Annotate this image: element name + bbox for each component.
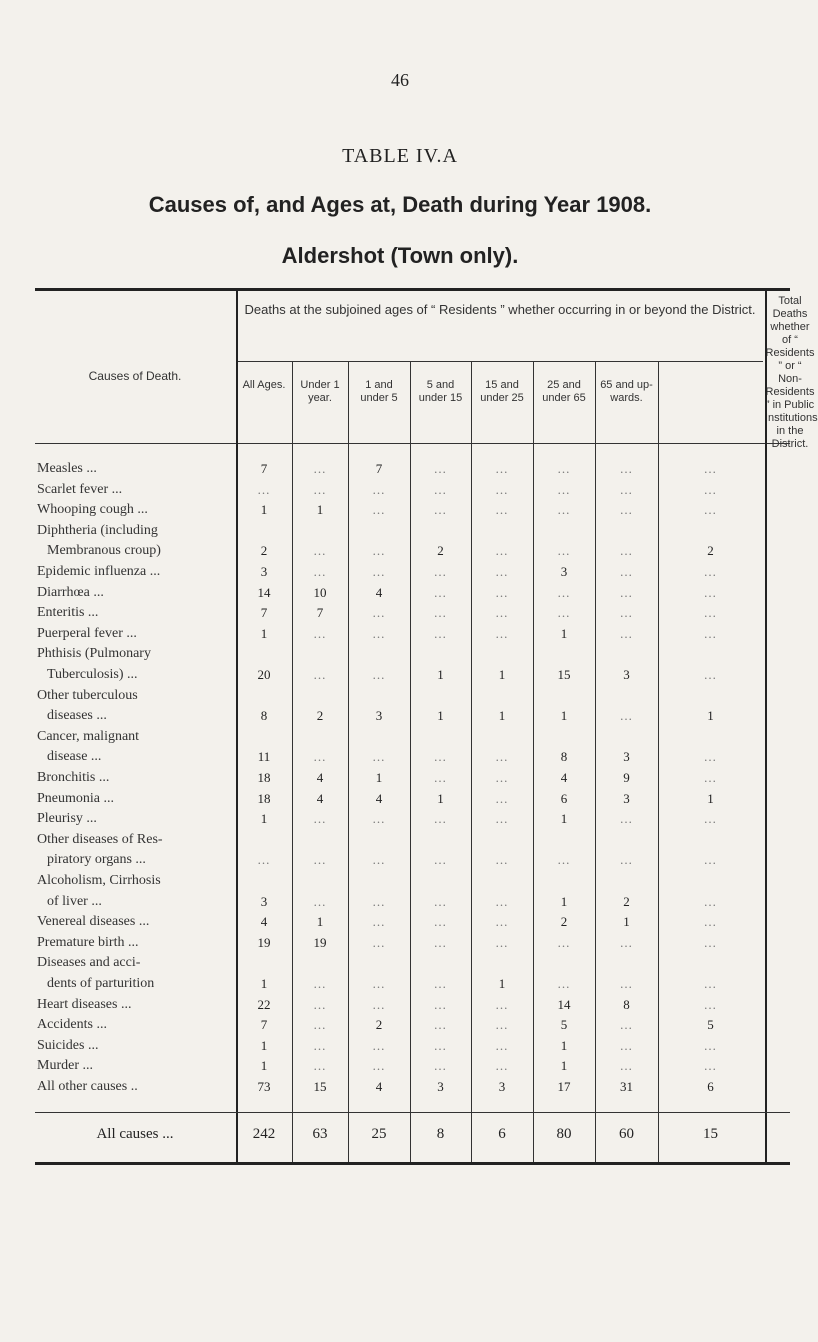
table-cell: 18 — [257, 770, 271, 785]
table-cell: 1 — [707, 708, 714, 724]
table-cell: 1 — [560, 1058, 568, 1074]
table-cell: ... — [434, 1017, 447, 1033]
table-cell: ... — [313, 543, 327, 559]
table-cell: 2 — [623, 893, 630, 909]
table-cell: 9 — [623, 770, 630, 785]
table-cell: 6 — [707, 1079, 714, 1094]
page-number: 46 — [391, 70, 409, 90]
table-cell: ... — [557, 481, 571, 497]
table-cell: ... — [495, 893, 509, 909]
table-cell: ... — [434, 852, 447, 868]
table-cell: ... — [372, 914, 386, 930]
table-cell: 1 — [437, 708, 444, 724]
table-cell: ... — [372, 1058, 386, 1074]
table-cell: 1 — [260, 811, 268, 827]
table-cell: ... — [704, 934, 717, 950]
table-cell: 1 — [560, 893, 568, 909]
table-cell: 15 — [313, 1079, 327, 1094]
page-subtitle: Aldershot (Town only). — [281, 243, 519, 268]
table-cell: 1 — [316, 502, 324, 518]
cause-label: Suicides ... — [37, 1037, 99, 1053]
table-cell: 1 — [707, 790, 714, 806]
table-cell: 7 — [260, 1017, 268, 1033]
table-cell: ... — [557, 934, 571, 950]
table-cell: ... — [434, 461, 447, 476]
table-cell: ... — [313, 749, 327, 765]
table-cell: 1 — [260, 502, 268, 518]
age-column-header: 15 and under 25 — [480, 379, 524, 404]
table-cell: ... — [620, 1037, 633, 1053]
table-cell: ... — [704, 811, 717, 827]
table-cell: 3 — [260, 564, 268, 579]
table-cell: 3 — [437, 1079, 444, 1094]
table-cell: 19 — [313, 934, 327, 950]
cause-label: Heart diseases ... — [37, 996, 132, 1012]
table-cell: ... — [704, 893, 717, 909]
table-cell: ... — [620, 1017, 633, 1033]
table-cell: ... — [557, 605, 571, 621]
table-cell: ... — [704, 976, 717, 991]
table-cell: ... — [372, 976, 386, 991]
table-cell: ... — [495, 605, 509, 621]
table-cell: ... — [495, 934, 509, 950]
table-cell: 20 — [257, 667, 271, 682]
table-cell: ... — [372, 502, 386, 518]
table-cell: ... — [704, 852, 717, 868]
table-cell: 3 — [260, 893, 268, 909]
table-cell: 3 — [623, 790, 630, 806]
table-cell: 19 — [257, 934, 271, 950]
table-cell: 1 — [260, 1037, 268, 1053]
totals-cell: 60 — [619, 1125, 634, 1142]
table-cell: 4 — [316, 770, 324, 785]
table-cell: ... — [257, 481, 271, 497]
table-cell: ... — [372, 996, 386, 1012]
ages-group-header: Deaths at the subjoined ages of “ Residents ” whether occurring in or beyond the District. — [244, 302, 756, 317]
table-cell: 3 — [498, 1079, 506, 1094]
table-cell: ... — [372, 605, 386, 621]
table-cell: ... — [434, 976, 447, 991]
age-column-header: 5 and under 15 — [418, 379, 463, 404]
table-cell: ... — [704, 914, 717, 930]
table-cell: ... — [372, 852, 386, 868]
table-cell: 1 — [560, 811, 568, 827]
table-cell: ... — [434, 625, 447, 641]
cause-label: dents of parturition — [47, 976, 155, 991]
cause-label: disease ... — [47, 749, 102, 765]
table-cell: 1 — [498, 976, 506, 991]
table-cell: ... — [313, 564, 327, 579]
table-cell: 14 — [557, 996, 571, 1012]
table-cell: 4 — [316, 790, 324, 806]
total-deaths-column-header: Total Deaths whether of “ Residents ” or “ Non-Residents ” in Public Institutions in the District. — [765, 295, 818, 450]
table-cell: ... — [313, 976, 327, 991]
table-cell: ... — [313, 852, 327, 868]
table-cell: ... — [704, 584, 717, 600]
cause-label: piratory organs ... — [47, 852, 146, 868]
table-cell: ... — [620, 852, 633, 868]
table-cell: ... — [372, 749, 386, 765]
table-cell: ... — [620, 708, 633, 724]
table-cell: ... — [313, 996, 327, 1012]
table-cell: ... — [372, 667, 386, 682]
age-column-header: 65 and up-wards. — [600, 379, 653, 404]
table-cell: ... — [620, 461, 633, 476]
table-cell: ... — [372, 543, 386, 559]
table-cell: 1 — [375, 770, 383, 785]
table-cell: 2 — [316, 708, 324, 724]
table-cell: ... — [434, 502, 447, 518]
table-cell: 1 — [260, 1058, 268, 1074]
age-column-header: All Ages. — [242, 379, 286, 391]
table-cell: ... — [704, 461, 717, 476]
totals-rule — [35, 1112, 790, 1113]
table-cell: ... — [495, 564, 509, 579]
table-cell: ... — [704, 996, 717, 1012]
table-cell: ... — [495, 625, 509, 641]
table-cell: ... — [620, 564, 633, 579]
age-column-header: Under 1 year. — [300, 379, 340, 404]
cause-label: Diarrhœa ... — [37, 584, 104, 600]
table-cell: ... — [620, 625, 633, 641]
table-cell: ... — [495, 543, 509, 559]
table-cell: 8 — [560, 749, 568, 765]
table-cell: ... — [495, 1017, 509, 1033]
table-cell: ... — [495, 790, 509, 806]
table-cell: ... — [372, 934, 386, 950]
table-cell: ... — [704, 1058, 717, 1074]
column-rule — [765, 291, 767, 1162]
totals-cell: 80 — [556, 1125, 572, 1142]
table-cell: 1 — [498, 708, 506, 724]
table-cell: ... — [495, 811, 509, 827]
totals-cell: 25 — [371, 1125, 387, 1142]
cause-label: Premature birth ... — [37, 934, 139, 950]
table-cell: ... — [495, 914, 509, 930]
table-cell: 1 — [437, 790, 444, 806]
cause-label: Other tuberculous — [37, 687, 138, 703]
cause-label: Diphtheria (including — [37, 522, 158, 538]
cause-label: Cancer, malignant — [37, 728, 140, 744]
totals-cell: 242 — [252, 1125, 276, 1142]
table-cell: 4 — [260, 914, 268, 930]
table-cell: ... — [704, 749, 717, 765]
table-cell: ... — [313, 667, 327, 682]
table-cell: ... — [620, 811, 633, 827]
table-cell: 11 — [257, 749, 271, 765]
table-cell: 8 — [260, 708, 268, 724]
table-cell: ... — [372, 564, 386, 579]
table-cell: 1 — [437, 667, 444, 682]
header-divider — [236, 361, 763, 362]
table-cell: ... — [620, 976, 633, 991]
table-cell: 10 — [313, 584, 327, 600]
table-cell: ... — [704, 770, 717, 785]
table-cell: 14 — [257, 584, 271, 600]
mortality-table — [35, 288, 818, 1165]
table-cell: ... — [372, 1037, 386, 1053]
totals-cell: 63 — [312, 1125, 328, 1142]
cause-label: Diseases and acci- — [37, 955, 141, 971]
table-cell: ... — [434, 749, 447, 765]
table-cell: ... — [620, 934, 633, 950]
table-cell: 17 — [557, 1079, 571, 1094]
table-cell: ... — [557, 852, 571, 868]
table-cell: 2 — [437, 543, 444, 559]
table-cell: ... — [495, 461, 509, 476]
table-cell: ... — [434, 481, 447, 497]
table-cell: 1 — [560, 625, 568, 641]
table-cell: ... — [434, 605, 447, 621]
table-cell: ... — [434, 996, 447, 1012]
table-cell: ... — [257, 852, 271, 868]
table-cell: 4 — [560, 770, 568, 785]
table-cell: ... — [704, 502, 717, 518]
totals-cell: 15 — [703, 1125, 718, 1142]
table-cell: 1 — [260, 976, 268, 991]
cause-label: Phthisis (Pulmonary — [37, 646, 151, 662]
table-cell: 2 — [375, 1017, 383, 1033]
table-cell: 3 — [623, 667, 630, 682]
cause-label: Tuberculosis) ... — [47, 667, 138, 682]
cause-label: Venereal diseases ... — [37, 914, 150, 930]
table-cell: 7 — [375, 461, 383, 476]
table-label: TABLE IV.A — [342, 145, 458, 167]
table-cell: ... — [620, 605, 633, 621]
cause-label: diseases ... — [47, 708, 107, 724]
table-cell: ... — [434, 1058, 447, 1074]
cause-label: Alcoholism, Cirrhosis — [37, 873, 161, 888]
table-cell: ... — [557, 976, 571, 991]
table-cell: ... — [620, 481, 633, 497]
table-cell: 7 — [260, 461, 268, 476]
table-cell: ... — [557, 543, 571, 559]
table-cell: ... — [313, 1058, 327, 1074]
table-cell: 1 — [623, 914, 630, 930]
table-cell: ... — [372, 625, 386, 641]
table-cell: 22 — [257, 996, 271, 1012]
table-cell: ... — [313, 461, 327, 476]
cause-label: Measles ... — [37, 461, 97, 476]
table-cell: ... — [495, 481, 509, 497]
totals-cell: 8 — [436, 1125, 445, 1142]
table-cell: ... — [434, 914, 447, 930]
table-cell: ... — [620, 584, 633, 600]
table-cell: 4 — [375, 1079, 383, 1094]
age-column-header: 1 and under 5 — [360, 379, 398, 404]
table-cell: ... — [495, 1037, 509, 1053]
table-cell: ... — [313, 481, 327, 497]
table-cell: ... — [704, 625, 717, 641]
table-cell: ... — [434, 934, 447, 950]
cause-label: Bronchitis ... — [37, 770, 110, 785]
table-cell: 1 — [260, 625, 268, 641]
table-cell: 4 — [375, 790, 383, 806]
table-cell: 15 — [557, 667, 571, 682]
table-cell: ... — [434, 584, 447, 600]
table-cell: ... — [495, 584, 509, 600]
table-cell: 3 — [623, 749, 630, 765]
table-cell: 1 — [498, 667, 506, 682]
cause-label: Membranous croup) — [47, 543, 161, 559]
table-cell: 6 — [560, 790, 568, 806]
table-cell: ... — [495, 770, 509, 785]
cause-label: Pleurisy ... — [37, 811, 97, 827]
age-column-header: 25 and under 65 — [542, 379, 586, 404]
table-cell: ... — [313, 1037, 327, 1053]
page-title: Causes of, and Ages at, Death during Year 1908. — [148, 192, 652, 217]
table-cell: ... — [434, 564, 447, 579]
table-cell: ... — [704, 667, 717, 682]
table-cell: ... — [313, 1017, 327, 1033]
table-cell: ... — [313, 625, 327, 641]
cause-label: Enteritis ... — [37, 605, 99, 621]
table-cell: ... — [557, 584, 571, 600]
table-cell: 4 — [375, 584, 383, 600]
table-cell: 73 — [257, 1079, 271, 1094]
cause-label: Whooping cough ... — [37, 502, 148, 518]
table-cell: ... — [372, 893, 386, 909]
table-cell: 31 — [620, 1079, 633, 1094]
cause-label: Other diseases of Res- — [37, 831, 163, 847]
causes-column-header: Causes of Death. — [88, 369, 182, 383]
table-cell: 7 — [316, 605, 324, 621]
table-cell: ... — [434, 770, 447, 785]
table-cell: 3 — [560, 564, 568, 579]
table-cell: ... — [557, 502, 571, 518]
table-cell: ... — [495, 1058, 509, 1074]
cause-label: All other causes .. — [37, 1079, 138, 1094]
table-cell: ... — [495, 502, 509, 518]
table-cell: ... — [557, 461, 571, 476]
table-cell: 2 — [707, 543, 714, 559]
cause-label: Pneumonia ... — [37, 790, 114, 806]
table-cell: ... — [704, 564, 717, 579]
table-cell: ... — [620, 502, 633, 518]
table-cell: 3 — [375, 708, 383, 724]
table-cell: 2 — [560, 914, 568, 930]
table-cell: 5 — [707, 1017, 714, 1033]
table-cell: ... — [704, 605, 717, 621]
table-cell: ... — [434, 893, 447, 909]
table-cell: 8 — [623, 996, 630, 1012]
table-cell: ... — [620, 543, 633, 559]
table-cell: ... — [704, 481, 717, 497]
table-cell: ... — [495, 852, 509, 868]
table-cell: ... — [313, 893, 327, 909]
table-cell: ... — [495, 996, 509, 1012]
table-cell: ... — [704, 1037, 717, 1053]
table-cell: 1 — [560, 708, 568, 724]
table-cell: ... — [372, 481, 386, 497]
table-cell: ... — [313, 811, 327, 827]
cause-label: Murder ... — [37, 1058, 93, 1074]
totals-label: All causes ... — [96, 1125, 174, 1142]
table-cell: 7 — [260, 605, 268, 621]
cause-label: Epidemic influenza ... — [37, 564, 161, 579]
cause-label: of liver ... — [47, 893, 102, 909]
cause-label: Puerperal fever ... — [37, 625, 137, 641]
table-cell: 1 — [316, 914, 324, 930]
table-cell: 18 — [257, 790, 271, 806]
table-cell: ... — [495, 749, 509, 765]
totals-cell: 6 — [498, 1125, 506, 1142]
table-cell: 5 — [560, 1017, 568, 1033]
table-cell: ... — [434, 811, 447, 827]
cause-label: Accidents ... — [37, 1017, 107, 1033]
table-cell: ... — [620, 1058, 633, 1074]
table-cell: 2 — [260, 543, 268, 559]
table-cell: ... — [372, 811, 386, 827]
header-bottom-rule — [35, 443, 790, 444]
table-cell: ... — [434, 1037, 447, 1053]
table-cell: 1 — [560, 1037, 568, 1053]
cause-label: Scarlet fever ... — [37, 481, 123, 497]
